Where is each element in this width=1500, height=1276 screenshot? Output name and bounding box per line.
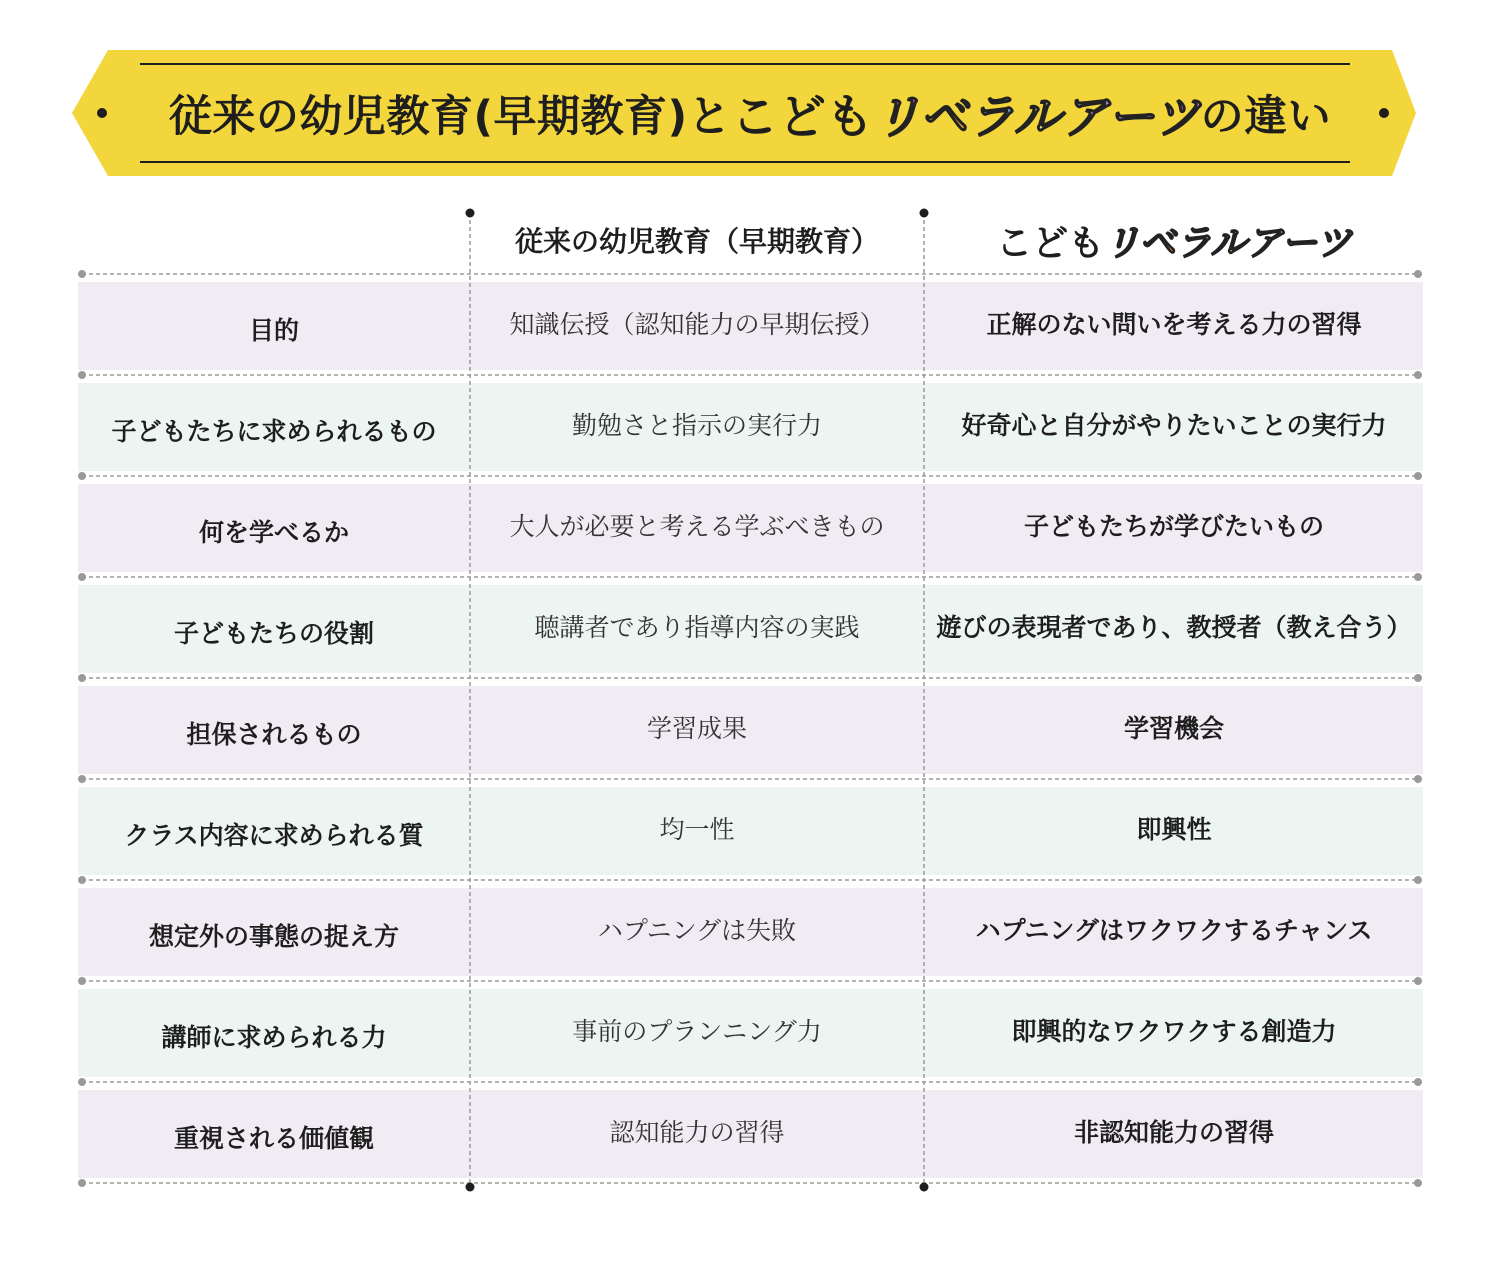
cell-traditional: ハプニングは失敗 <box>597 916 797 945</box>
header-brand-letter: ー <box>1281 222 1316 264</box>
row-label: 子どもたちの役割 <box>173 619 374 648</box>
row-divider-dot-right <box>1414 472 1422 480</box>
banner-title-suffix: の違い <box>1200 91 1332 142</box>
banner-dot-left <box>97 108 107 118</box>
row-label: 想定外の事態の捉え方 <box>148 922 399 951</box>
row-label: 子どもたちに求められるもの <box>111 417 437 446</box>
banner-title-main: 従来の幼児教育(早期教育)と <box>168 91 732 142</box>
cell-traditional: 認知能力の習得 <box>609 1118 785 1147</box>
cell-liberal-arts: 非認知能力の習得 <box>1073 1118 1274 1147</box>
cell-traditional: 知識伝授（認知能力の早期伝授） <box>509 310 885 339</box>
row-label: 担保されるもの <box>186 720 362 749</box>
row-divider-dot-left <box>78 1179 86 1187</box>
banner-brand-letter: ベ <box>920 89 968 145</box>
row-label: 何を学べるか <box>198 518 349 547</box>
cell-liberal-arts: 正解のない問いを考える力の習得 <box>986 310 1362 339</box>
banner-brand-letter: ラ <box>967 89 1014 145</box>
cell-liberal-arts: 即興性 <box>1136 815 1212 844</box>
banner-title <box>148 80 1352 146</box>
banner-brand-letter: リ <box>873 89 921 145</box>
cell-liberal-arts: ハプニングはワクワクするチャンス <box>975 916 1373 945</box>
header-brand-letter: ラ <box>1175 222 1211 264</box>
cell-traditional: 均一性 <box>659 815 735 844</box>
cell-traditional: 大人が必要と考える学ぶべきもの <box>509 512 885 541</box>
header-brand-letter: リ <box>1104 222 1140 264</box>
row-label: クラス内容に求められる質 <box>124 821 424 850</box>
row-divider-dot-left <box>78 775 86 783</box>
row-divider-dot-right <box>1414 1078 1422 1086</box>
row-divider-dot-left <box>78 472 86 480</box>
header-kodomo: こども <box>996 222 1105 264</box>
banner-brand-letter: ツ <box>1153 89 1201 145</box>
cell-traditional: 勤勉さと指示の実行力 <box>571 411 822 440</box>
banner-brand-letter: ア <box>1061 89 1108 145</box>
title-banner <box>0 0 1500 190</box>
row-divider-dot-right <box>1414 977 1422 985</box>
header-traditional: 従来の幼児教育（早期教育） <box>514 225 879 258</box>
row-divider-dot-left <box>78 371 86 379</box>
banner-brand-letter: ー <box>1107 89 1154 145</box>
cell-liberal-arts: 学習機会 <box>1123 714 1224 743</box>
row-label: 目的 <box>248 316 299 345</box>
row-divider-dot-left <box>78 573 86 581</box>
banner-dot-right <box>1379 108 1389 118</box>
banner-title-kodomo: こども <box>731 89 874 145</box>
cell-liberal-arts: 即興的なワクワクする創造力 <box>1011 1017 1337 1046</box>
header-brand-letter: ベ <box>1139 222 1176 264</box>
row-divider-dot-right <box>1414 1179 1422 1187</box>
row-divider-dot-left <box>78 674 86 682</box>
row-divider-dot-left <box>78 1078 86 1086</box>
row-divider-dot-left <box>78 977 86 985</box>
row-divider-dot-right <box>1414 775 1422 783</box>
header-liberal-arts <box>924 208 1424 272</box>
cell-liberal-arts: 子どもたちが学びたいもの <box>1023 512 1324 541</box>
row-divider-dot-right <box>1414 674 1422 682</box>
header-brand-logo <box>1104 215 1352 266</box>
cell-traditional: 学習成果 <box>646 714 747 743</box>
row-label: 講師に求められる力 <box>161 1023 387 1052</box>
row-divider-dot-right <box>1414 876 1422 884</box>
header-brand-letter: ツ <box>1315 222 1352 264</box>
column-divider-dot-bottom <box>920 1183 929 1192</box>
row-divider-dot-left <box>78 876 86 884</box>
column-divider-dot-bottom <box>466 1183 475 1192</box>
cell-liberal-arts: 好奇心と自分がやりたいことの実行力 <box>961 411 1387 440</box>
row-divider-dot-right <box>1414 573 1422 581</box>
cell-traditional: 事前のプランニング力 <box>572 1017 822 1046</box>
banner-brand-logo <box>874 80 1201 147</box>
header-brand-letter: ル <box>1210 222 1247 264</box>
cell-liberal-arts: 遊びの表現者であり、教授者（教え合う） <box>936 613 1412 642</box>
cell-traditional: 聴講者であり指導内容の実践 <box>534 613 860 642</box>
row-label: 重視される価値観 <box>173 1124 374 1153</box>
row-divider-dot-right <box>1414 371 1422 379</box>
header-brand-letter: ア <box>1246 222 1282 264</box>
row-divider-dot-left <box>78 270 86 278</box>
banner-brand-letter: ル <box>1013 89 1062 145</box>
